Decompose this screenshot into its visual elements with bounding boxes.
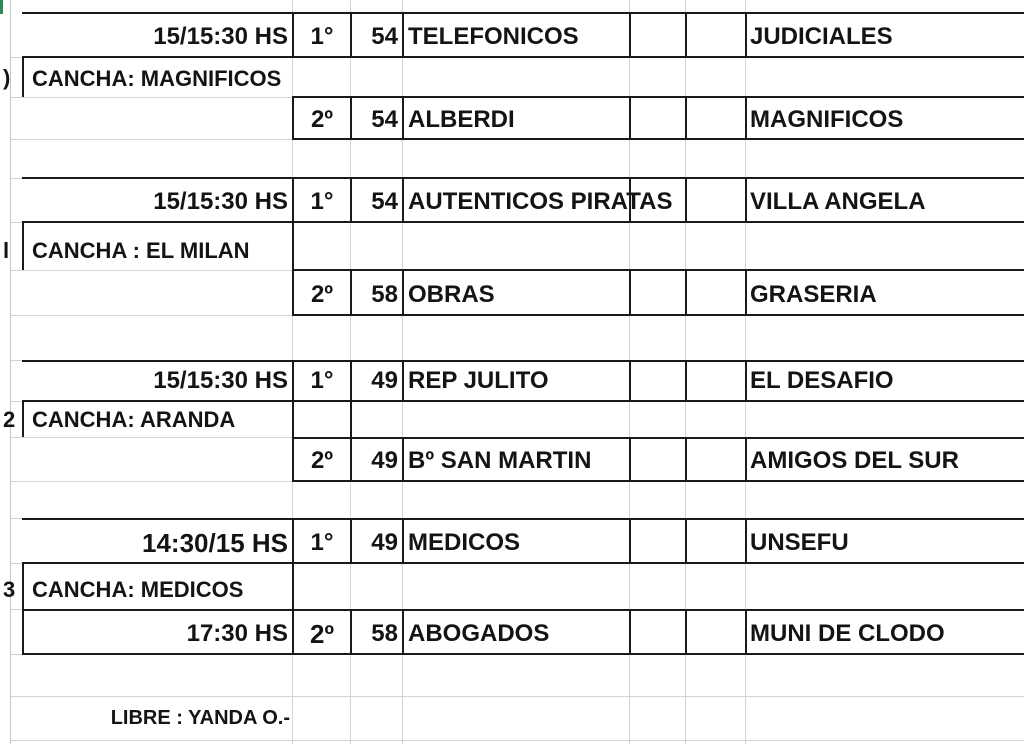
sheet-left-edge — [0, 0, 10, 744]
border — [745, 269, 747, 314]
away-team[interactable]: VILLA ANGELA — [750, 188, 926, 215]
border — [745, 609, 747, 653]
border — [745, 12, 747, 56]
border — [402, 518, 404, 562]
away-team[interactable]: GRASERIA — [750, 281, 877, 308]
border — [685, 437, 687, 480]
match-time[interactable]: 17:30 HS — [186, 620, 288, 647]
match-time[interactable]: 15/15:30 HS — [153, 367, 288, 394]
away-team[interactable]: MAGNIFICOS — [750, 106, 904, 133]
game-number[interactable]: 49 — [371, 367, 398, 394]
game-number[interactable]: 58 — [371, 620, 398, 647]
border — [292, 314, 1024, 316]
grid-row-line — [0, 740, 1024, 741]
away-team[interactable]: UNSEFU — [750, 529, 849, 556]
home-team[interactable]: ABOGADOS — [408, 620, 550, 647]
away-team[interactable]: MUNI DE CLODO — [750, 620, 945, 647]
game-number[interactable]: 54 — [371, 188, 398, 215]
home-team[interactable]: REP JULITO — [408, 367, 549, 394]
border — [22, 401, 24, 437]
border — [685, 518, 687, 562]
home-team[interactable]: ALBERDI — [408, 106, 515, 133]
selection-indicator — [0, 0, 3, 14]
border — [22, 12, 1024, 14]
border — [402, 360, 404, 400]
border — [402, 269, 404, 314]
border — [629, 360, 631, 400]
home-team[interactable]: MEDICOS — [408, 529, 521, 556]
border — [629, 437, 631, 480]
away-team[interactable]: EL DESAFIO — [750, 367, 894, 394]
border — [22, 222, 24, 270]
border — [745, 518, 747, 562]
border — [685, 269, 687, 314]
cancha-label[interactable]: CANCHA : EL MILAN — [32, 238, 250, 263]
game-number[interactable]: 58 — [371, 281, 398, 308]
game-number[interactable]: 54 — [371, 23, 398, 50]
border — [402, 177, 404, 221]
game-order[interactable]: 2º — [310, 447, 334, 474]
game-order[interactable]: 2º — [310, 281, 334, 308]
border — [629, 518, 631, 562]
cancha-label[interactable]: CANCHA: MAGNIFICOS — [32, 66, 282, 91]
border — [22, 653, 1024, 655]
cancha-label[interactable]: CANCHA: ARANDA — [32, 407, 236, 432]
border — [629, 609, 631, 653]
row-fragment: ) — [3, 65, 11, 90]
border — [22, 57, 24, 97]
border — [22, 177, 1024, 179]
border — [685, 96, 687, 138]
border — [22, 563, 24, 609]
match-time[interactable]: 15/15:30 HS — [153, 188, 288, 215]
home-team[interactable]: Bº SAN MARTIN — [408, 447, 592, 474]
home-team[interactable]: AUTENTICOS PIRATAS — [408, 188, 673, 215]
border — [292, 480, 1024, 482]
border — [22, 400, 1024, 402]
border — [629, 96, 631, 138]
row-header-border — [10, 0, 11, 744]
border — [745, 177, 747, 221]
game-number[interactable]: 49 — [371, 447, 398, 474]
border — [402, 12, 404, 56]
away-team[interactable]: JUDICIALES — [750, 23, 893, 50]
border — [745, 96, 747, 138]
home-team[interactable]: TELEFONICOS — [408, 23, 579, 50]
border — [22, 518, 1024, 520]
game-order[interactable]: 2º — [310, 619, 334, 649]
match-time[interactable]: 15/15:30 HS — [153, 23, 288, 50]
border — [745, 437, 747, 480]
cancha-label[interactable]: CANCHA: MEDICOS — [32, 577, 244, 602]
border — [292, 138, 1024, 140]
libre-label[interactable]: LIBRE : YANDA O.- — [110, 707, 290, 729]
game-number[interactable]: 54 — [371, 106, 398, 133]
grid-row-line — [0, 696, 1024, 697]
border — [22, 609, 1024, 611]
border — [685, 12, 687, 56]
game-order[interactable]: 1° — [310, 23, 334, 50]
home-team[interactable]: OBRAS — [408, 281, 495, 308]
border — [22, 609, 24, 653]
border — [685, 609, 687, 653]
game-number[interactable]: 49 — [371, 529, 398, 556]
border — [629, 269, 631, 314]
row-fragment: l — [3, 238, 10, 263]
game-order[interactable]: 2º — [310, 106, 334, 133]
border — [22, 360, 1024, 362]
border — [22, 56, 1024, 58]
row-fragment: 3 — [3, 577, 16, 602]
border — [22, 562, 1024, 564]
match-time[interactable]: 14:30/15 HS — [142, 528, 288, 558]
away-team[interactable]: AMIGOS DEL SUR — [750, 447, 959, 474]
game-order[interactable]: 1° — [310, 367, 334, 394]
border — [402, 96, 404, 138]
border — [22, 221, 1024, 223]
border — [629, 12, 631, 56]
border — [685, 360, 687, 400]
border — [685, 177, 687, 221]
game-order[interactable]: 1° — [310, 529, 334, 556]
border — [402, 437, 404, 480]
border — [745, 360, 747, 400]
row-fragment: 2 — [3, 407, 16, 432]
border — [402, 609, 404, 653]
game-order[interactable]: 1° — [310, 188, 334, 215]
